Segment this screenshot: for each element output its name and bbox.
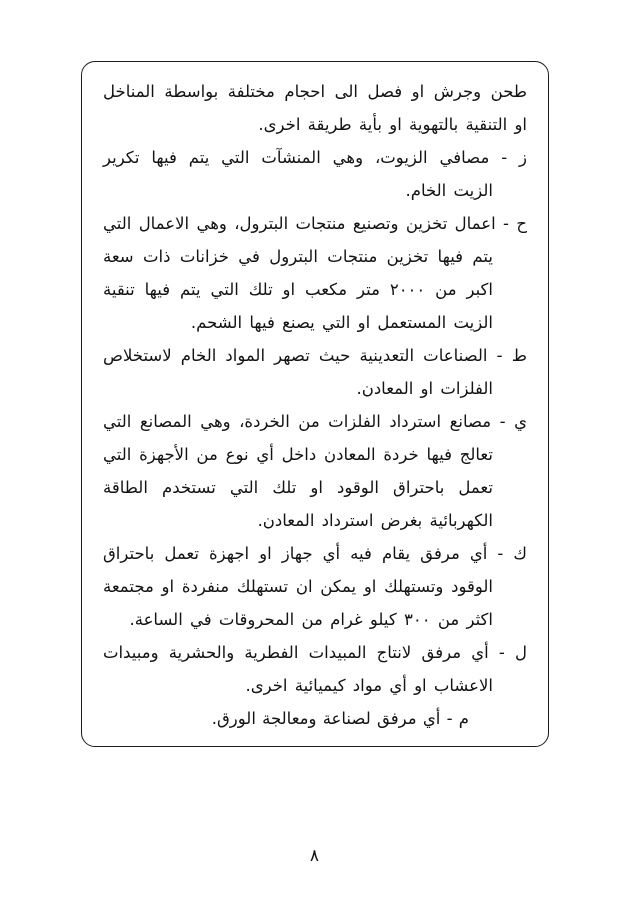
item-text: مصافي الزيوت، وهي المنشآت التي يتم فيها تكرير الزيت الخام.	[103, 148, 493, 200]
list-item-l	[103, 636, 527, 702]
item-marker: ي -	[491, 412, 527, 431]
list-item-h	[103, 207, 527, 339]
item-text: أي مرفق يقام فيه أي جهاز او اجهزة تعمل باحتراق الوقود وتستهلك او يمكن ان تستهلك منفردة او مجتمعة اكثر من ٣٠٠ كيلو غرام من المحروقات في الساعة.	[103, 544, 493, 629]
page-number: ٨	[309, 846, 320, 866]
list-item-z	[103, 141, 527, 207]
paragraph-text: طحن وجرش او فصل الى احجام مختلفة بواسطة المناخل او التنقية بالتهوية او بأية طريقة اخرى.	[103, 82, 527, 134]
text-frame	[81, 61, 549, 747]
list-item-m	[103, 702, 527, 735]
item-marker: ح -	[495, 214, 527, 233]
item-text: اعمال تخزين وتصنيع منتجات البترول، وهي الاعمال التي يتم فيها تخزين منتجات البترول في خزانات ذات سعة اكبر من ٢٠٠٠ متر مكعب او تلك التي يتم فيها تنقية الزيت المستعمل او التي يصنع فيها الشحم.	[103, 214, 496, 332]
list-item-k	[103, 537, 527, 636]
item-marker: ز -	[489, 148, 527, 167]
paragraph-continuation	[103, 75, 527, 141]
item-text: مصانع استرداد الفلزات من الخردة، وهي المصانع التي تعالج فيها خردة المعادن داخل أي نوع من الأجهزة التي تعمل باحتراق الوقود او تلك التي تستخدم الطاقة الكهربائية بغرض استرداد المعادن.	[103, 412, 493, 530]
item-marker: ك -	[487, 544, 527, 563]
item-text: أي مرفق لصناعة ومعالجة الورق.	[211, 709, 441, 728]
list-item-t	[103, 339, 527, 405]
item-marker: ط -	[487, 346, 527, 365]
item-marker: م -	[440, 709, 469, 728]
list-item-y	[103, 405, 527, 537]
item-marker: ل -	[488, 643, 527, 662]
item-text: أي مرفق لانتاج المبيدات الفطرية والحشرية ومبيدات الاعشاب او أي مواد كيميائية اخرى.	[103, 643, 493, 695]
item-text: الصناعات التعدينية حيث تصهر المواد الخام لاستخلاص الفلزات او المعادن.	[103, 346, 493, 398]
